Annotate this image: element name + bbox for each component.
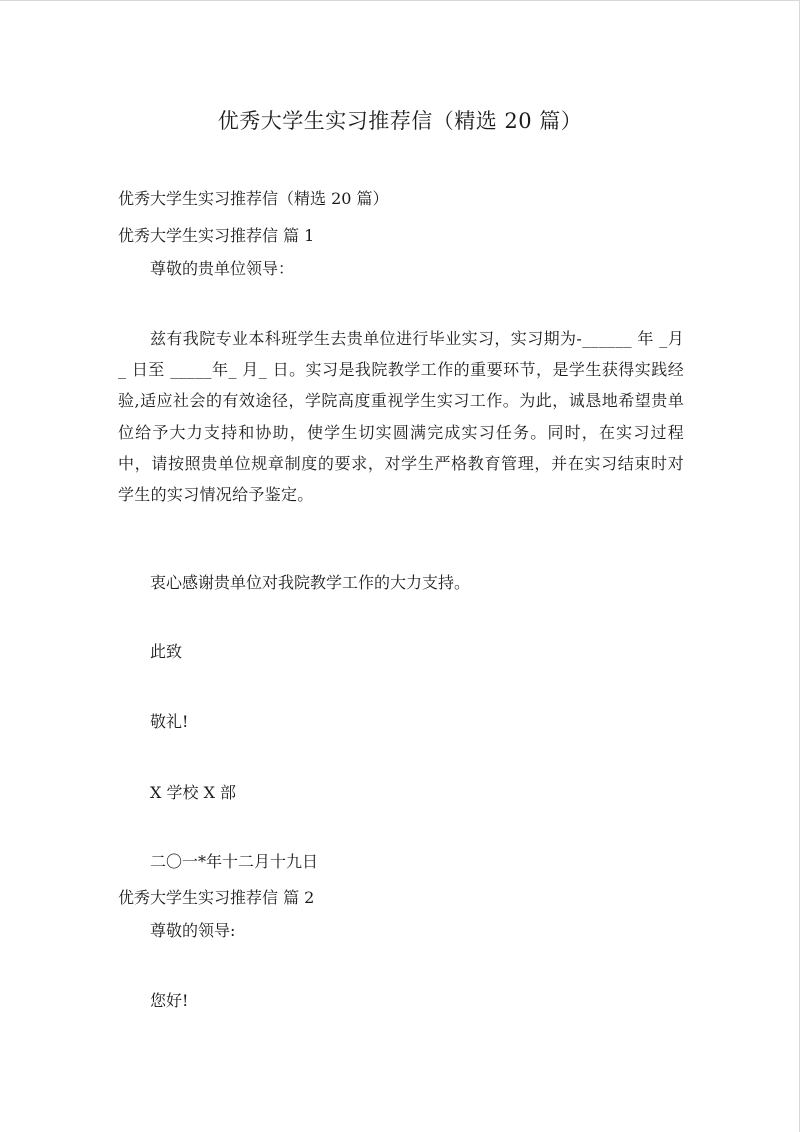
letter2-greeting: 您好! (150, 991, 189, 1010)
document-title: 优秀大学生实习推荐信（精选 20 篇） (217, 109, 583, 133)
letter1-date: 二〇一*年十二月十九日 (150, 852, 319, 871)
letter1-body-paragraph: 兹有我院专业本科班学生去贵单位进行毕业实习，实习期为-______ 年 _月_ 日至 _____年_ 月_ 日。实习是我院教学工作的重要环节，是学生获得实践经验,适应社会的有效途径，学院高度重视学生实习工作。为此，诚恳地希望贵单位给予大力支持和协助，使学生切实圆满完成实习任务。同时，在实习过程中，请按照贵单位规章制度的要求，对学生严格教育管理，并在实习结束时对学生的实习情况给予鉴定。 (118, 329, 684, 505)
letter2-heading: 优秀大学生实习推荐信 篇 2 (118, 888, 315, 907)
letter1-heading: 优秀大学生实习推荐信 篇 1 (118, 226, 315, 245)
letter1-thanks: 衷心感谢贵单位对我院教学工作的大力支持。 (150, 573, 471, 592)
letter1-salutation: 尊敬的贵单位领导： (150, 259, 295, 278)
letter1-signature: X 学校 X 部 (150, 783, 237, 802)
letter1-closing-cizhi: 此致 (150, 642, 183, 661)
document-subtitle: 优秀大学生实习推荐信（精选 20 篇） (118, 189, 389, 208)
letter2-salutation: 尊敬的领导: (150, 921, 236, 940)
letter1-closing-jingli: 敬礼! (150, 712, 189, 731)
